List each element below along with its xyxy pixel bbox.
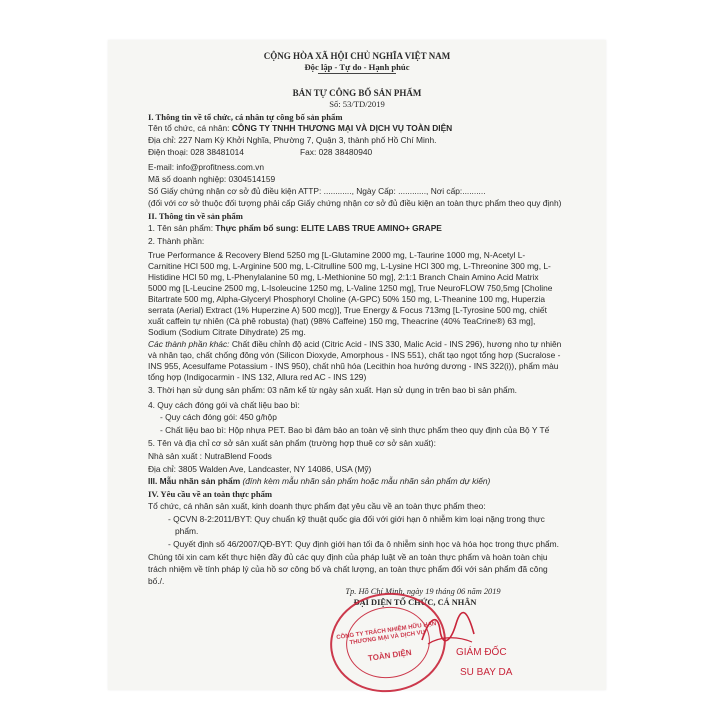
packaging-material: - Chất liệu bao bì: Hộp nhựa PET. Bao bì đảm bảo an toàn vệ sinh thực phẩm theo quy định của Bộ Y Tế — [160, 425, 550, 435]
handwritten-signature — [418, 610, 478, 650]
product-name-line — [148, 223, 442, 233]
manufacturer-heading: 5. Tên và địa chỉ cơ sở sản xuất sản phẩm (trường hợp thuê cơ sở sản xuất): — [148, 438, 436, 448]
qcvn-line: phẩm. — [175, 526, 199, 536]
motto-underline — [318, 73, 396, 74]
document-title: BẢN TỰ CÔNG BỐ SẢN PHẨM — [292, 88, 422, 98]
manufacturer-address: Địa chỉ: 3805 Walden Ave, Landcaster, NY 14086, USA (Mỹ) — [148, 464, 372, 474]
signer-name: SU BAY DA — [460, 667, 513, 678]
commitment-line: Chúng tôi xin cam kết thực hiện đầy đủ các quy định của pháp luật về an toàn thực phẩm và hoàn toàn chịu — [148, 552, 548, 562]
ingredients-heading: 2. Thành phần: — [148, 236, 205, 246]
cert-note: (đối với cơ sở thuộc đối tượng phải cấp Giấy chứng nhận cơ sở đủ điều kiện an toàn thực phẩm theo quy định) — [148, 198, 562, 208]
packaging-size: - Quy cách đóng gói: 450 g/hộp — [160, 412, 277, 422]
org-name: CÔNG TY TNHH THƯƠNG MẠI VÀ DỊCH VỤ TOÀN DIỆN — [231, 123, 453, 133]
org-email: E-mail: info@profitness.com.vn — [148, 162, 265, 172]
section-3-line — [148, 476, 490, 486]
seal-company-name: TOÀN DIỆN — [367, 647, 413, 663]
section-3-note: (đính kèm mẫu nhãn sản phẩm hoặc mẫu nhãn sản phẩm dự kiến) — [242, 476, 491, 486]
ingredient-line: 5000 mg [L-Leucine 2500 mg, L-Isoleucine 1250 mg, L-Valine 1250 mg], True NeuroFLOW 750,5mg [Choline — [148, 283, 553, 293]
product-name: Thực phẩm bổ sung: ELITE LABS TRUE AMINO+ GRAPE — [215, 223, 442, 233]
org-fax: Fax: 028 38480940 — [300, 147, 373, 157]
org-address: Địa chỉ: 227 Nam Kỳ Khởi Nghĩa, Phường 7, Quận 3, thành phố Hồ Chí Minh. — [148, 135, 437, 145]
org-tax-code: Mã số doanh nghiệp: 0304514159 — [148, 174, 276, 184]
signer-role: GIÁM ĐỐC — [456, 647, 507, 658]
section-4-heading: IV. Yêu cầu về an toàn thực phẩm — [148, 489, 273, 499]
ingredient-line: serrata (Aerial) Extract (1% Huperzine A) 500 mcg)], True Energy & Focus 713mg [L-Tyrosine 500 mg, chiết — [148, 305, 547, 315]
packaging-heading: 4. Quy cách đóng gói và chất liệu bao bì: — [148, 400, 300, 410]
ingredient-line: True Performance & Recovery Blend 5250 mg [L-Glutamine 2000 mg, L-Taurine 1000 mg, N-Acetyl L- — [148, 250, 526, 260]
section-3-heading: III. Mẫu nhãn sản phẩm — [148, 476, 241, 486]
commitment-line: trách nhiệm về tính pháp lý của hồ sơ công bố và chất lượng, an toàn thực phẩm đối với sản phẩm đã công — [148, 564, 548, 574]
org-line — [148, 123, 452, 133]
org-label: Tên tổ chức, cá nhân: — [148, 123, 230, 133]
motto: Độc lập - Tự do - Hạnh phúc — [304, 62, 410, 72]
section-2-heading: II. Thông tin về sản phẩm — [148, 211, 243, 221]
other-ingredients-line — [148, 339, 561, 349]
commitment-line: bố./. — [148, 576, 165, 586]
manufacturer-name: Nhà sản xuất : NutraBlend Foods — [148, 451, 272, 461]
other-ingredients-line: tổng hợp (Indigocarmin - INS 132, Allura red AC - INS 129) — [148, 372, 367, 382]
decision-line: - Quyết định số 46/2007/QĐ-BYT: Quy định giới hạn tối đa ô nhiễm sinh học và hóa học trong thực phẩm. — [168, 539, 559, 549]
shelf-life: 3. Thời hạn sử dụng sản phẩm: 03 năm kể từ ngày sản xuất. Hạn sử dụng in trên bao bì sản phẩm. — [148, 385, 518, 395]
ingredient-line: Histidine HCl 50 mg, L-Phenylalanine 50 mg, L-Methionine 50 mg], 2:1:1 Branch Chain Amino Acid Matrix — [148, 272, 539, 282]
section-1-heading: I. Thông tin về tổ chức, cá nhân tự công bố sản phẩm — [148, 112, 343, 122]
signature-title: ĐẠI DIỆN TỔ CHỨC, CÁ NHÂN — [353, 598, 477, 607]
other-ingredients-line: INS 955, Acesulfame Potassium - INS 950), chất nhũ hóa (Lecithin hoa hướng dương - INS 322(i)), phẩm màu — [148, 361, 559, 371]
seal-text: CÔNG TY TRÁCH NHIỆM HỮU HẠN THƯƠNG MẠI VÀ DỊCH VỤ — [336, 621, 437, 647]
qcvn-line: - QCVN 8-2:2011/BYT: Quy chuẩn kỹ thuật quốc gia đối với giới hạn ô nhiễm kim loại nặng trong thực — [168, 514, 545, 524]
document-number: Số: 53/TD/2019 — [329, 99, 385, 109]
other-ingredients-label: Các thành phần khác: — [148, 339, 230, 349]
ingredient-line: xuất caffein tự nhiên (Cà phê robusta) (hạt) (98% Caffeine) 150 mg, Theacrine (40% TeaCrine®) 63 mg], — [148, 316, 536, 326]
ingredient-line: Bitartrate 500 mg, Alpha-Glyceryl Phosphoryl Choline (A-GPC) 50% 150 mg, L-Theanine 100 mg, Huperzia — [148, 294, 546, 304]
product-name-label: 1. Tên sản phẩm: — [148, 223, 214, 233]
other-ingredients-line: và nhân tạo, chất chống đông vón (Silicon Dioxyde, Amorphous - INS 551), chất tạo ngọt tổng hợp (Sucralose - — [148, 350, 561, 360]
ingredient-line: Carnitine HCl 500 mg, L-Arginine 500 mg, L-Citrulline 500 mg, L-Lysine HCl 300 mg, L-Threonine 300 mg, L- — [148, 261, 551, 271]
org-phone: Điện thoại: 028 38481014 — [148, 147, 244, 157]
signature-date: Tp. Hồ Chí Minh, ngày 19 tháng 06 năm 2019 — [345, 587, 501, 596]
safety-intro: Tổ chức, cá nhân sản xuất, kinh doanh thực phẩm đạt yêu cầu về an toàn thực phẩm theo: — [148, 501, 486, 511]
other-ingredients-text: Chất điều chỉnh độ acid (Citric Acid - INS 330, Malic Acid - INS 296), hương nho tự nhiên — [231, 339, 562, 349]
republic-title: CỘNG HÒA XÃ HỘI CHỦ NGHĨA VIỆT NAM — [263, 51, 451, 61]
ingredient-line: Sodium (Sodium Citrate Dihydrate) 25 mg. — [148, 327, 306, 337]
food-safety-cert: Số Giấy chứng nhận cơ sở đủ điều kiện ATTP: ............, Ngày Cấp: ............, Nơi cấp:.......... — [148, 186, 486, 196]
